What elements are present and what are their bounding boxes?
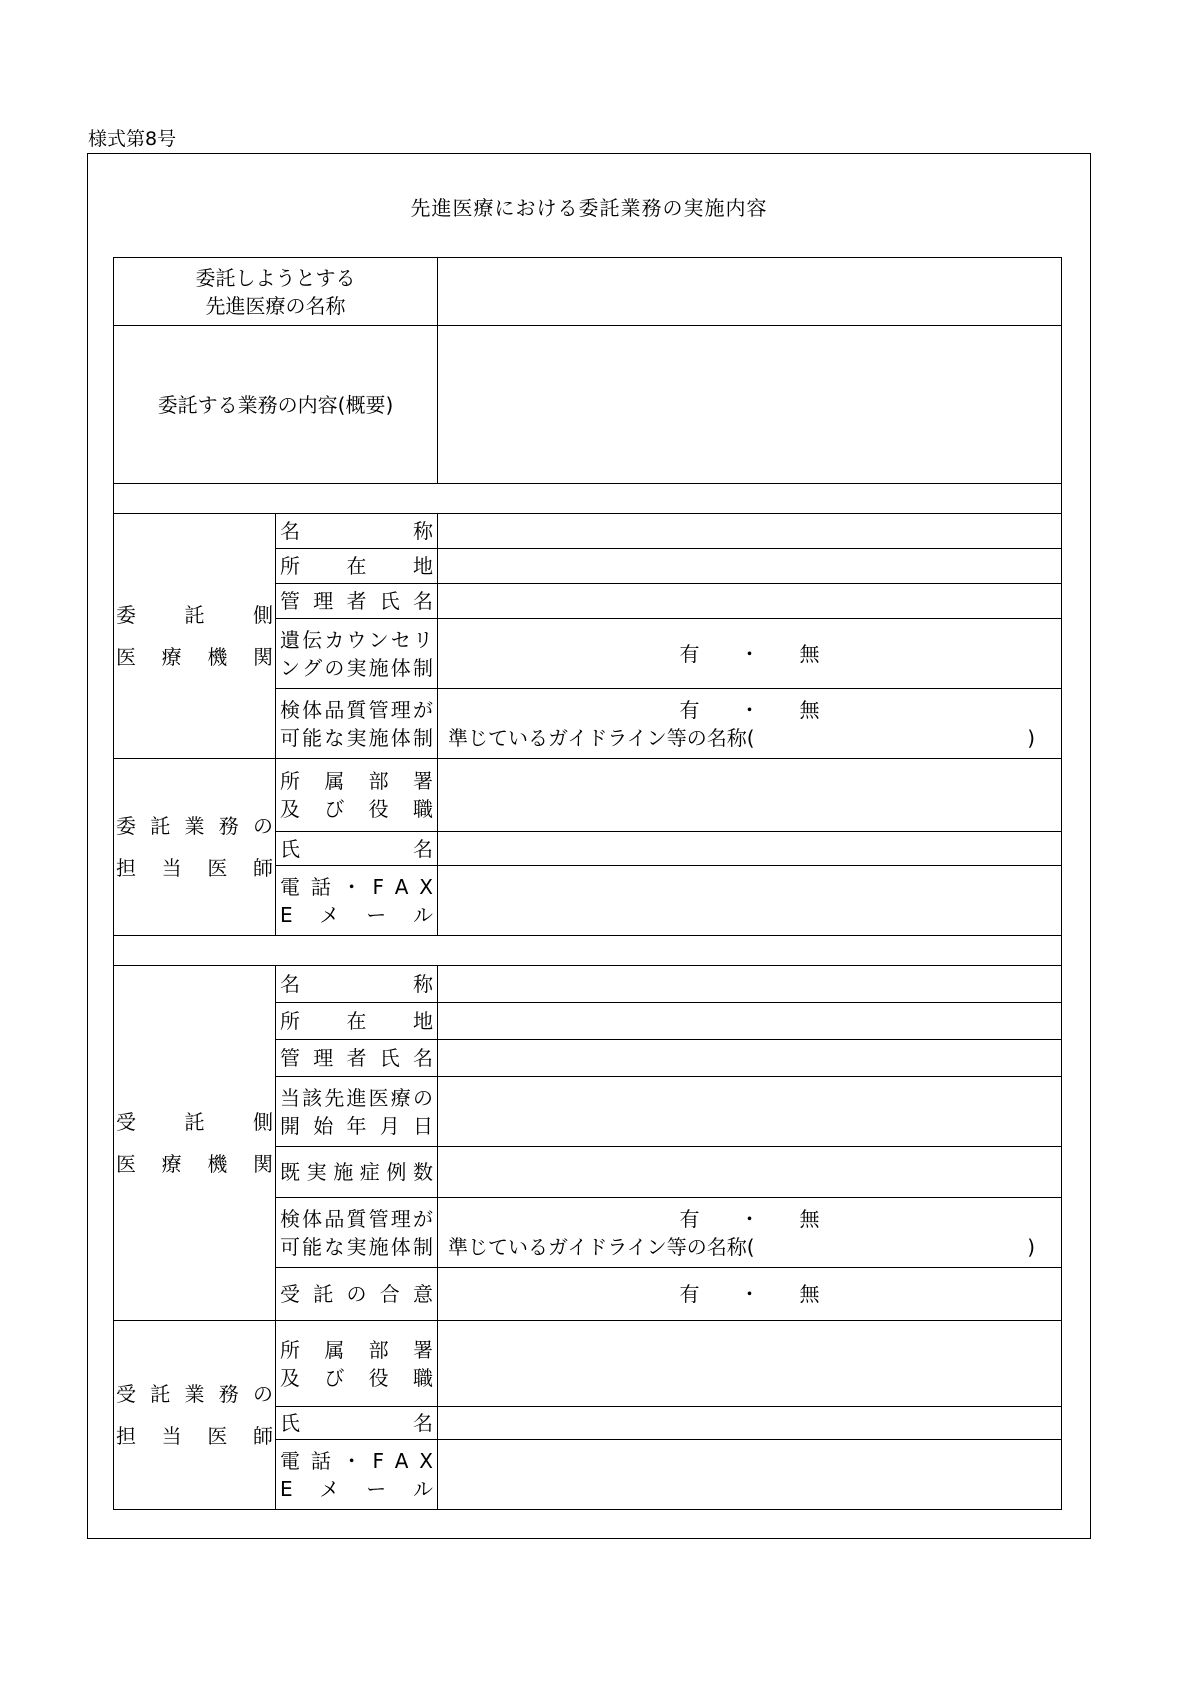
- outsourcer-name-label: 名 称: [276, 514, 438, 549]
- contractor-dept-field[interactable]: [438, 1321, 1062, 1407]
- outsourcer-dept-field[interactable]: [438, 759, 1062, 832]
- contractor-person-field[interactable]: [438, 1407, 1062, 1440]
- guideline-prefix: 準じているガイドライン等の名称(: [448, 725, 755, 750]
- outsourcer-side-line2: 医 療 機 関: [116, 645, 273, 669]
- table-row: [114, 966, 1062, 1003]
- cases-field[interactable]: [438, 1147, 1062, 1198]
- contractor-quality-label: 検 体 品 質 管 理 が 可 能 な 実 施 体 制: [276, 1198, 438, 1268]
- outsourcer-person-label: 氏 名: [276, 832, 438, 866]
- contractor-location-field[interactable]: [438, 1003, 1062, 1040]
- outsourcer-institution-label: [114, 514, 276, 759]
- spacer-row: [114, 936, 1062, 966]
- procedure-name-field[interactable]: [438, 258, 1062, 326]
- contractor-location-label: 所 在 地: [276, 1003, 438, 1040]
- contractor-person-label: 氏 名: [276, 1407, 438, 1440]
- outsourcer-person-field[interactable]: [438, 832, 1062, 866]
- implementation-table: [113, 257, 1062, 1510]
- outsourcer-dept-label: 所 属 部 署 及 び 役 職: [276, 759, 438, 832]
- outsourcer-quality-field[interactable]: 有 ・ 無 準じているガイドライン等の名称( ): [438, 689, 1062, 759]
- consent-yes-no[interactable]: 有 ・ 無: [438, 1268, 1062, 1321]
- contractor-dept-label: 所 属 部 署 及 び 役 職: [276, 1321, 438, 1407]
- outsourcer-location-label: 所 在 地: [276, 549, 438, 584]
- spacer-row: [114, 484, 1062, 514]
- procedure-name-label: 委託しようとする 先進医療の名称: [114, 258, 438, 326]
- outsourcer-doctor-label: 委 託 業 務 の 担 当 医 師: [114, 759, 276, 936]
- outsourcer-contact-field[interactable]: [438, 866, 1062, 936]
- form-number: 様式第8号: [88, 128, 177, 150]
- table-row: [114, 514, 1062, 549]
- start-date-label: 当 該 先 進 医 療 の 開 始 年 月 日: [276, 1077, 438, 1147]
- contractor-doctor-label: 受 託 業 務 の 担 当 医 師: [114, 1321, 276, 1510]
- outsourcer-quality-label: 検 体 品 質 管 理 が 可 能 な 実 施 体 制: [276, 689, 438, 759]
- start-date-field[interactable]: [438, 1077, 1062, 1147]
- table-row: [114, 258, 1062, 326]
- outsourcer-admin-field[interactable]: [438, 584, 1062, 619]
- table-row: [114, 1321, 1062, 1407]
- contractor-admin-field[interactable]: [438, 1040, 1062, 1077]
- outsourced-content-field[interactable]: [438, 326, 1062, 484]
- contractor-name-label: 名 称: [276, 966, 438, 1003]
- document-title: 先進医療における委託業務の実施内容: [410, 196, 768, 220]
- outsourcer-name-field[interactable]: [438, 514, 1062, 549]
- cases-label: 既 実 施 症 例 数: [276, 1147, 438, 1198]
- outsourced-content-label: 委託する業務の内容(概要): [114, 326, 438, 484]
- contractor-contact-label: 電 話 ・ F A X E メ ー ル: [276, 1440, 438, 1510]
- consent-label: 受 託 の 合 意: [276, 1268, 438, 1321]
- contractor-quality-field[interactable]: 有 ・ 無 準じているガイドライン等の名称( ): [438, 1198, 1062, 1268]
- contractor-name-field[interactable]: [438, 966, 1062, 1003]
- outsourcer-admin-label: 管 理 者 氏 名: [276, 584, 438, 619]
- contractor-institution-label: 受 託 側 医 療 機 関: [114, 966, 276, 1321]
- contractor-admin-label: 管 理 者 氏 名: [276, 1040, 438, 1077]
- outsourcer-side-line1: 委 託 側: [116, 603, 273, 627]
- outsourcer-contact-label: 電 話 ・ F A X E メ ー ル: [276, 866, 438, 936]
- counseling-label: 遺 伝 カ ウ ン セ リ ン グ の 実 施 体 制: [276, 619, 438, 689]
- table-row: [114, 759, 1062, 832]
- outsourcer-location-field[interactable]: [438, 549, 1062, 584]
- counseling-yes-no[interactable]: 有 ・ 無: [438, 619, 1062, 689]
- contractor-contact-field[interactable]: [438, 1440, 1062, 1510]
- table-row: [114, 326, 1062, 484]
